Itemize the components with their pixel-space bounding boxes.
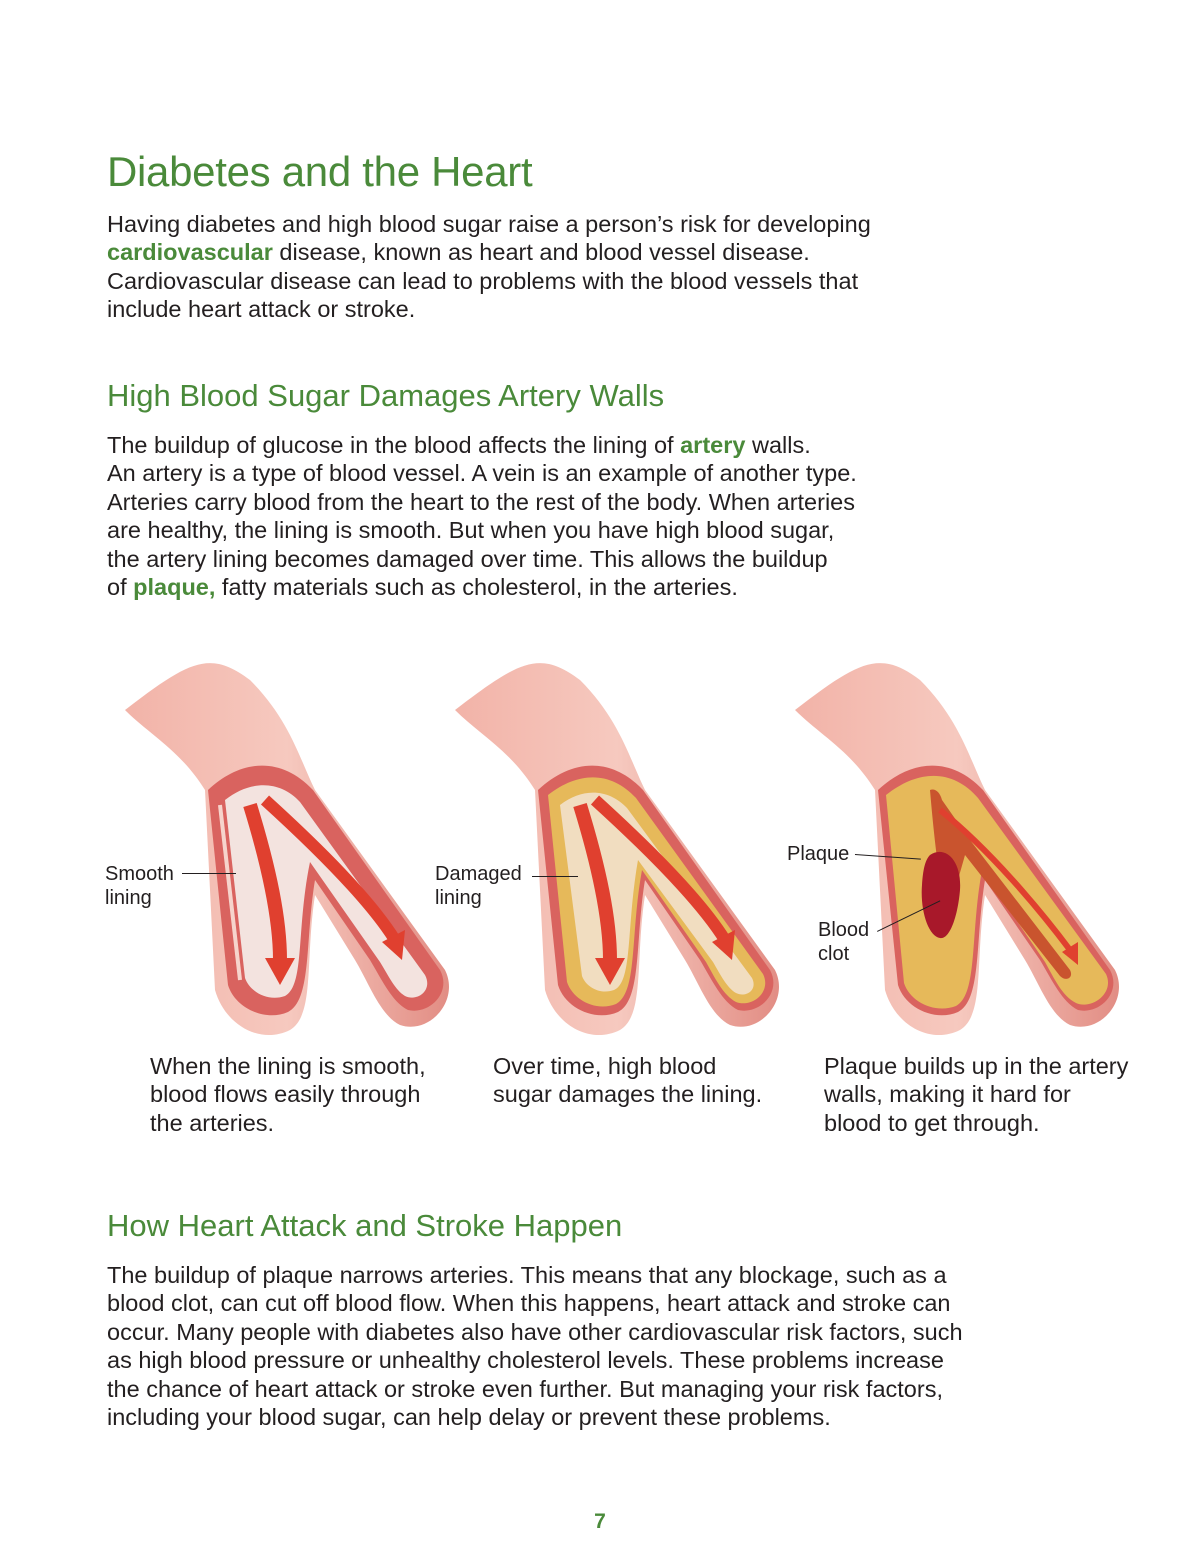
caption-line: Over time, high blood [493, 1053, 717, 1079]
intro-line: Cardiovascular disease can lead to problems with the blood vessels that [107, 267, 859, 294]
paragraph-line: are healthy, the lining is smooth. But when you have high blood sugar, [107, 517, 835, 544]
caption-line: blood to get through. [824, 1109, 1040, 1136]
caption-plaque-artery [824, 1052, 1128, 1137]
label-line: Blood [818, 919, 870, 941]
paragraph-line: as high blood pressure or unhealthy cholesterol levels. These problems increase [107, 1347, 944, 1374]
keyword-cardiovascular: cardiovascular [107, 239, 273, 266]
keyword-artery: artery [680, 432, 746, 458]
paragraph-line [107, 431, 857, 459]
heart-attack-paragraph [107, 1261, 963, 1431]
page-number: 7 [594, 1510, 606, 1533]
section-heading-artery-walls: High Blood Sugar Damages Artery Walls [107, 378, 665, 413]
text-run: walls. [745, 432, 811, 458]
artery-healthy-svg [100, 640, 470, 1050]
text-run: The buildup of glucose in the blood affects the lining of [107, 432, 681, 458]
caption-damaged-artery [493, 1052, 762, 1109]
intro-line-rest: disease, known as heart and blood vessel disease. [272, 239, 810, 266]
label-line: lining [105, 887, 152, 909]
intro-paragraph [107, 210, 871, 324]
label-line: Damaged [435, 863, 522, 885]
intro-line: include heart attack or stroke. [107, 296, 416, 323]
paragraph-line: The buildup of plaque narrows arteries. This means that any blockage, such as a [107, 1262, 947, 1288]
leader-line-smooth-lining [182, 873, 236, 874]
paragraph-line: including your blood sugar, can help delay or prevent these problems. [107, 1404, 831, 1431]
paragraph-line: occur. Many people with diabetes also have other cardiovascular risk factors, such [107, 1318, 963, 1345]
label-line: clot [818, 943, 850, 965]
label-line: Plaque [787, 843, 850, 865]
caption-line: When the lining is smooth, [150, 1053, 426, 1079]
caption-healthy-artery [150, 1052, 426, 1137]
text-run: fatty materials such as cholesterol, in the arteries. [215, 574, 738, 601]
artery-damaged-svg [430, 640, 800, 1050]
caption-line: walls, making it hard for [824, 1081, 1071, 1108]
paragraph-line: An artery is a type of blood vessel. A vein is an example of another type. [107, 460, 857, 487]
label-plaque [787, 842, 849, 866]
text-run: of [107, 574, 134, 601]
paragraph-line: the chance of heart attack or stroke even further. But managing your risk factors, [107, 1375, 943, 1402]
label-blood-clot [818, 918, 869, 966]
intro-line: Having diabetes and high blood sugar raise a person’s risk for developing [107, 211, 871, 237]
label-smooth-lining [105, 862, 174, 910]
illustration-damaged-artery [430, 640, 800, 1050]
caption-line: blood flows easily through [150, 1081, 421, 1108]
keyword-plaque: plaque, [133, 574, 216, 601]
paragraph-line [107, 573, 857, 601]
paragraph-line: blood clot, can cut off blood flow. When this happens, heart attack and stroke can [107, 1290, 951, 1317]
leader-line-damaged-lining [532, 876, 578, 877]
paragraph-line: the artery lining becomes damaged over time. This allows the buildup [107, 545, 828, 572]
caption-line: the arteries. [150, 1109, 275, 1136]
label-damaged-lining [435, 862, 522, 910]
page-title: Diabetes and the Heart [107, 148, 533, 195]
section-heading-heart-attack-stroke: How Heart Attack and Stroke Happen [107, 1208, 623, 1243]
caption-line: Plaque builds up in the artery [824, 1053, 1129, 1079]
artery-walls-paragraph [107, 431, 857, 601]
label-line: lining [435, 887, 482, 909]
label-line: Smooth [105, 863, 174, 885]
intro-line [107, 238, 871, 266]
paragraph-line: Arteries carry blood from the heart to the rest of the body. When arteries [107, 488, 855, 515]
illustration-healthy-artery [100, 640, 470, 1050]
caption-line: sugar damages the lining. [493, 1081, 763, 1108]
